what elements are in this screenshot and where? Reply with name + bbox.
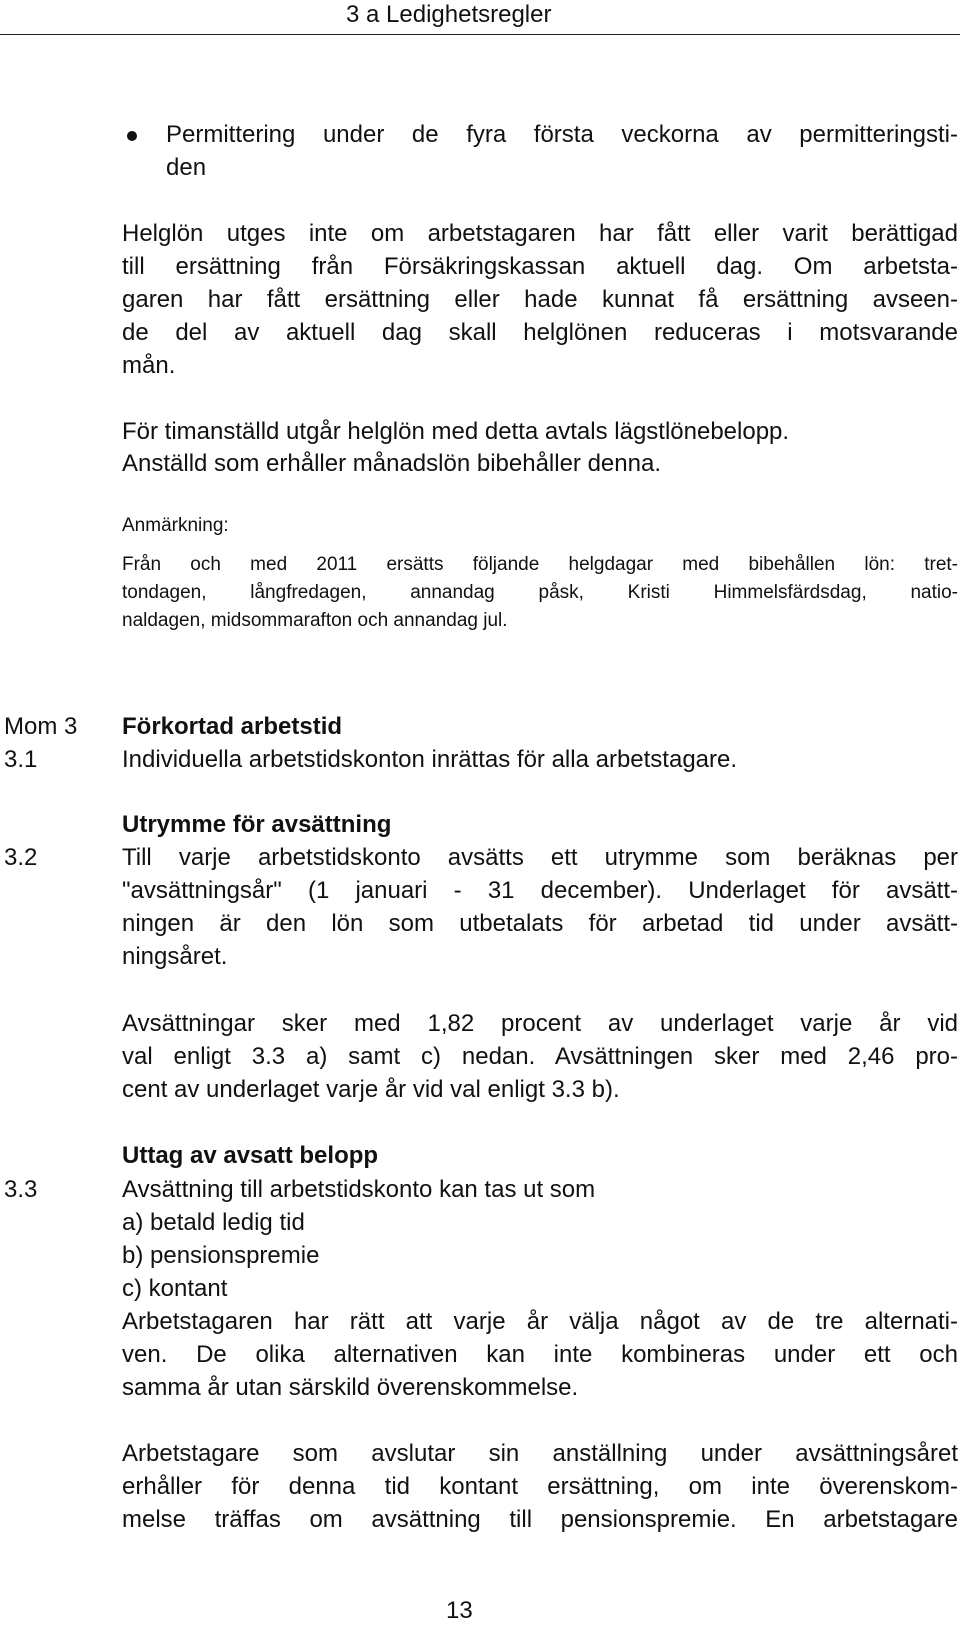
note-line: naldagen, midsommarafton och annandag jul. [122,610,508,631]
para-line: Anställd som erhåller månadslön bibehåller denna. [122,450,661,477]
bullet-line: Permittering under de fyra första veckorna av permitteringsti- [166,121,958,148]
section-label: Mom 3 [4,713,78,740]
page-number: 13 [446,1597,473,1624]
subsection-heading: Utrymme för avsättning [122,811,392,838]
para-line: För timanställd utgår helglön med detta avtals lägstlönebelopp. [122,418,790,445]
para-line: Avsättning till arbetstidskonto kan tas ut som [122,1176,596,1203]
note-line: tondagen, långfredagen, annandag påsk, Kristi Himmelsfärdsdag, natio- [122,582,958,603]
para-line: Helglön utges inte om arbetstagaren har fått eller varit berättigad [122,220,958,247]
para-line: ningen är den lön som utbetalats för arbetad tid under avsätt- [122,910,958,937]
para-line: "avsättningsår" (1 januari - 31 december). Underlaget för avsätt- [122,877,958,904]
list-item: c) kontant [122,1275,228,1302]
subsection-number: 3.3 [4,1176,38,1203]
subsection-number: 3.2 [4,844,38,871]
list-item: b) pensionspremie [122,1242,320,1269]
para-line: erhåller för denna tid kontant ersättning, om inte överenskom- [122,1473,958,1500]
bullet-line: den [166,154,207,181]
header-title: 3 a Ledighetsregler [346,1,552,28]
para-line: val enligt 3.3 a) samt c) nedan. Avsättningen sker med 2,46 pro- [122,1043,958,1070]
para-line: Avsättningar sker med 1,82 procent av underlaget varje år vid [122,1010,958,1037]
para-line: garen har fått ersättning eller hade kunnat få ersättning avseen- [122,286,958,313]
subsection-text: Individuella arbetstidskonton inrättas för alla arbetstagare. [122,746,738,773]
bullet-icon [127,131,137,141]
list-item: a) betald ledig tid [122,1209,305,1236]
note-line: Från och med 2011 ersätts följande helgdagar med bibehållen lön: tret- [122,554,958,575]
subsection-number: 3.1 [4,746,38,773]
para-line: Till varje arbetstidskonto avsätts ett utrymme som beräknas per [122,844,958,871]
para-line: mån. [122,352,176,379]
note-heading: Anmärkning: [122,515,229,536]
para-line: samma år utan särskild överenskommelse. [122,1374,579,1401]
para-line: ningsåret. [122,943,228,970]
page-header [0,0,960,35]
para-line: ven. De olika alternativen kan inte kombineras under ett och [122,1341,958,1368]
section-title: Förkortad arbetstid [122,713,343,740]
para-line: Arbetstagaren har rätt att varje år välja något av de tre alternati- [122,1308,958,1335]
para-line: Arbetstagare som avslutar sin anställning under avsättningsåret [122,1440,958,1467]
para-line: till ersättning från Försäkringskassan aktuell dag. Om arbetsta- [122,253,958,280]
para-line: cent av underlaget varje år vid val enligt 3.3 b). [122,1076,620,1103]
subsection-heading: Uttag av avsatt belopp [122,1142,379,1169]
para-line: de del av aktuell dag skall helglönen reduceras i motsvarande [122,319,958,346]
para-line: melse träffas om avsättning till pensionspremie. En arbetstagare [122,1506,958,1533]
